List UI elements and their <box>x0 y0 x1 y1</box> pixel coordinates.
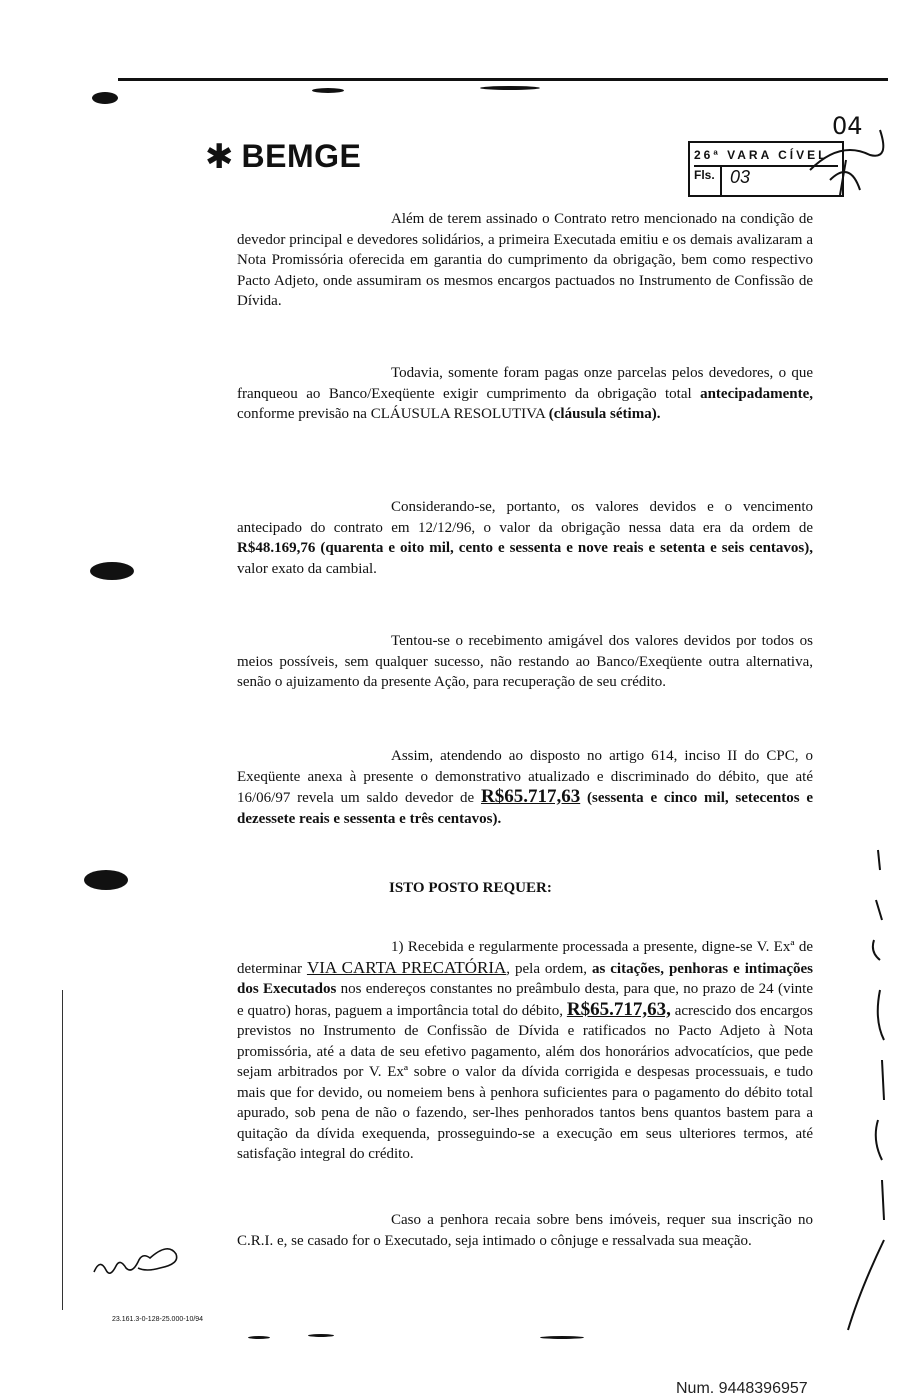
paragraph-2 <box>237 363 813 425</box>
paragraph-6 <box>237 937 813 1165</box>
scan-smudge <box>480 86 540 90</box>
paragraph-7 <box>237 1210 813 1251</box>
paragraph-text: , pela ordem, <box>506 960 592 977</box>
bank-logo <box>205 138 361 175</box>
logo-mark-icon: ✱ <box>205 136 234 177</box>
scan-smudge <box>540 1336 584 1339</box>
margin-scribble <box>840 840 900 1340</box>
form-code: 23.161.3-0-128-25.000-10/94 <box>112 1316 204 1323</box>
bold-amount: R$48.169,76 (quarenta e oito mil, cento e sessenta e nove reais e setenta e seis centavos), <box>237 540 813 556</box>
section-heading: ISTO POSTO REQUER: <box>389 880 552 896</box>
paragraph-4 <box>237 631 813 693</box>
logo-text: BEMGE <box>241 138 362 174</box>
scan-smudge <box>92 92 118 104</box>
paragraph-text: Caso a penhora recaia sobre bens imóveis, requer sua inscrição no C.R.I. e, se casado for o Executado, seja intimado o cônjuge e ressalvada sua meação. <box>237 1212 813 1249</box>
bold-text: as citações, penhoras e intimações dos Executados <box>237 960 814 997</box>
debt-amount: R$65.717,63, <box>566 998 671 1020</box>
margin-line <box>62 990 63 1310</box>
top-border-line <box>118 78 888 81</box>
paragraph-text: valor exato da cambial. <box>237 560 377 577</box>
scan-smudge <box>308 1334 334 1337</box>
scan-smudge <box>312 88 344 93</box>
bold-text: (cláusula sétima). <box>548 406 661 422</box>
paragraph-1 <box>237 209 813 312</box>
debt-amount: R$65.717,63 <box>481 786 581 807</box>
document-number: Num. 9448396957 <box>676 1380 808 1397</box>
paragraph-text: 1) Recebida e regularmente processada a presente, digne-se V. Exª de determinar <box>237 939 813 977</box>
paragraph-text: nos endereços constantes no preâmbulo desta, para que, no prazo de 24 (vinte e quatro) horas, paguem a importância total do débito, <box>237 981 813 1019</box>
handwritten-signature <box>90 1228 190 1288</box>
paragraph-3 <box>237 497 813 579</box>
paragraph-text: Considerando-se, portanto, os valores devidos e o vencimento antecipado do contrato em 12/12/96, o valor da obrigação nessa data era da ordem de <box>237 499 813 536</box>
paragraph-text: Além de terem assinado o Contrato retro mencionado na condição de devedor principal e devedores solidários, a primeira Executada emitiu e os demais avalizaram a Nota Promissória oferecida em garantia do cumprimento da obrigação, bem como respectivo Pacto Adjeto, onde assumiram os mesmos encargos pactuados no Instrumento de Confissão de Dívida. <box>237 211 813 309</box>
handwritten-page-number: 04 <box>832 112 863 140</box>
paragraph-text: Todavia, somente foram pagas onze parcelas pelos devedores, o que franqueou ao Banco/Exeqüente exigir cumprimento da obrigação total <box>237 365 813 402</box>
paragraph-text: conforme previsão na CLÁUSULA RESOLUTIVA <box>237 406 549 422</box>
stamp-vara: 26ª VARA CÍVEL <box>694 145 838 167</box>
paragraph-text: Assim, atendendo ao disposto no artigo 614, inciso II do CPC, o Exeqüente anexa à presente o demonstrativo atualizado e discriminado do débito, que até 16/06/97 revela um saldo devedor de <box>237 748 813 806</box>
stamp-fls-value: 03 <box>730 167 751 187</box>
bold-text: antecipadamente, <box>700 385 813 402</box>
scan-smudge <box>248 1336 270 1339</box>
scan-smudge <box>84 870 128 890</box>
paragraph-text: Tentou-se o recebimento amigável dos valores devidos por todos os meios possíveis, sem qualquer sucesso, não restando ao Banco/Exeqüente outra alternativa, senão o ajuizamento da presente Ação, para recuperação de seu crédito. <box>237 633 813 690</box>
paragraph-5 <box>237 746 813 829</box>
paragraph-text: acrescido dos encargos previstos no Instrumento de Confissão de Dívida e ratificados no Pacto Adjeto à Nota promissória, até a data de seu efetivo pagamento, além dos honorários advocatícios, que pede sejam arbitrados por V. Exª sobre o valor da dívida corrigida e despesas processuais, e tudo mais que for devido, ou nomeiem bens à penhora suficientes para o pagamento do débito total apurado, sob pena de não o fazendo, ser-lhes penhorados tantos bens quantos bastem para a quitação da dívida exequenda, prosseguindo-se a execução em seus ulteriores termos, até satisfação integral do crédito. <box>237 1002 813 1162</box>
underlined-text: VIA CARTA PRECATÓRIA <box>306 957 507 977</box>
bold-text: (sessenta e cinco mil, setecentos e dezessete reais e sessenta e três centavos). <box>237 790 813 827</box>
scan-smudge <box>90 562 134 580</box>
stamp-fls-label: Fls. <box>694 168 715 182</box>
stamp-divider <box>720 167 722 195</box>
court-stamp <box>688 141 844 197</box>
